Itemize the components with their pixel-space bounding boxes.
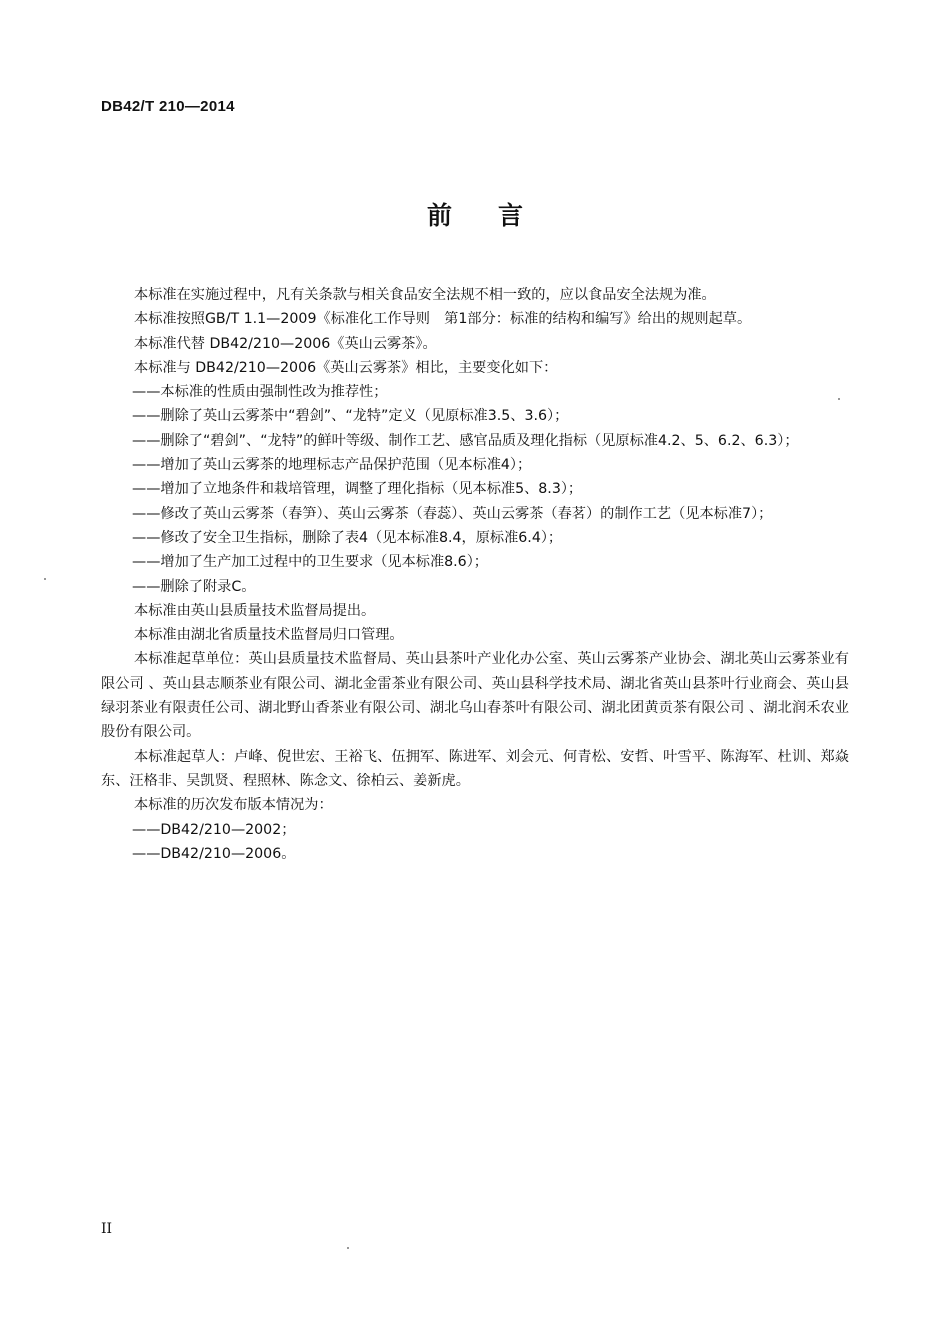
foreword-body — [101, 283, 849, 866]
paragraph: 本标准与 DB42/210—2006《英山云雾茶》相比，主要变化如下： — [134, 359, 558, 376]
page-number: II — [101, 1221, 113, 1237]
scan-speck — [44, 578, 46, 580]
page-title: 前言 — [426, 201, 569, 230]
change-item: ——删除了“碧剑”、“龙特”的鲜叶等级、制作工艺、感官品质及理化指标（见原标准4.2、5、6.2、6.3）； — [132, 432, 799, 449]
change-item: ——增加了英山云雾茶的地理标志产品保护范围（见本标准4）； — [132, 457, 532, 474]
paragraph: 本标准在实施过程中，凡有关条款与相关食品安全法规不相一致的，应以食品安全法规为准。 — [134, 287, 716, 303]
change-item: ——增加了立地条件和栽培管理，调整了理化指标（见本标准5、8.3）； — [132, 481, 583, 498]
change-item: ——增加了生产加工过程中的卫生要求（见本标准8.6）； — [132, 554, 488, 571]
version-item: ——DB42/210—2002； — [132, 821, 296, 838]
scan-speck — [347, 1247, 349, 1249]
paragraph: 本标准由湖北省质量技术监督局归口管理。 — [134, 627, 404, 644]
document-code: DB42/T 210—2014 — [101, 98, 235, 115]
change-item: ——修改了安全卫生指标，删除了表4（见本标准8.4，原标准6.4）； — [132, 529, 563, 546]
version-item: ——DB42/210—2006。 — [132, 845, 296, 862]
paragraph: 本标准由英山县质量技术监督局提出。 — [134, 602, 376, 619]
paragraph: 本标准按照GB/T 1.1—2009《标准化工作导则 第1部分：标准的结构和编写》给出的规则起草。 — [134, 311, 752, 328]
paragraph: 本标准代替 DB42/210—2006《英山云雾茶》。 — [134, 335, 437, 352]
change-item: ——本标准的性质由强制性改为推荐性； — [132, 384, 388, 401]
change-item: ——删除了附录C。 — [132, 578, 256, 595]
change-item: ——删除了英山云雾茶中“碧剑”、“龙特”定义（见原标准3.5、3.6）； — [132, 408, 569, 425]
drafting-units: 本标准起草单位：英山县质量技术监督局、英山县茶叶产业化办公室、英山云雾茶产业协会、湖北英山云雾茶业有限公司 、英山县志顺茶业有限公司、湖北金雷茶业有限公司、英山县科学技术局、湖北省英山县茶叶行业商会、英山县绿羽茶业有限责任公司、湖北野山香茶业有限公司、湖北乌山春茶叶有限公司、湖北团黄贡茶有限公司 、湖北润禾农业股份有限公司。 — [101, 651, 849, 741]
drafters: 本标准起草人：卢峰、倪世宏、王裕飞、伍拥军、陈进军、刘会元、何青松、安哲、叶雪平、陈海军、杜训、郑焱东、汪格非、吴凯贤、程照林、陈念文、徐柏云、姜新虎。 — [101, 748, 849, 789]
scan-speck — [838, 398, 840, 400]
change-item: ——修改了英山云雾茶（春笋）、英山云雾茶（春蕊）、英山云雾茶（春茗）的制作工艺（见本标准7）； — [132, 505, 773, 522]
paragraph: 本标准的历次发布版本情况为： — [134, 797, 333, 814]
